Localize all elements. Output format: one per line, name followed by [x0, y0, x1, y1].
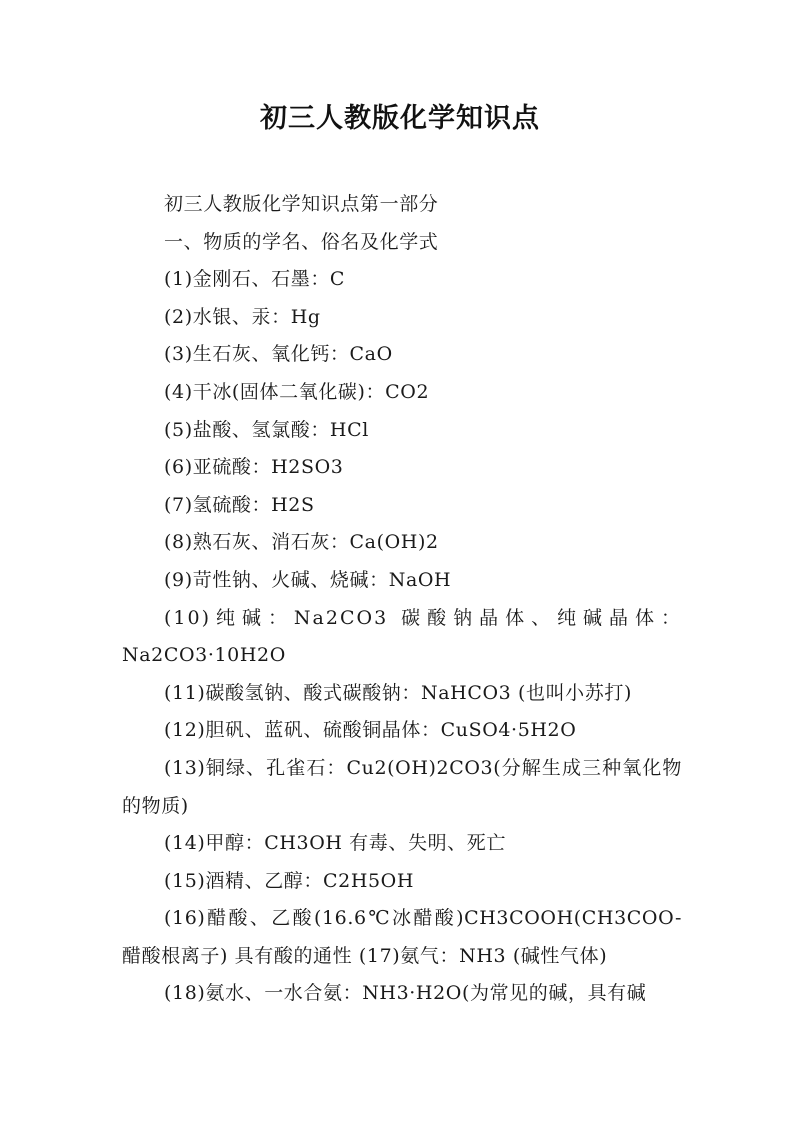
paragraph: (8)熟石灰、消石灰：Ca(OH)2: [164, 531, 439, 554]
paragraph: (7)氢硫酸：H2S: [164, 493, 315, 516]
paragraph: (14)甲醇：CH3OH 有毒、失明、死亡: [164, 832, 506, 855]
paragraph: (5)盐酸、氢氯酸：HCl: [164, 418, 369, 441]
paragraph: (6)亚硫酸：H2SO3: [164, 456, 344, 479]
document-body: [122, 186, 682, 1013]
paragraph: (10)纯碱：Na2CO3 碳酸钠晶体、纯碱晶体：: [164, 606, 682, 629]
paragraph: (11)碳酸氢钠、酸式碳酸钠：NaHCO3 (也叫小苏打): [164, 681, 632, 704]
paragraph: 初三人教版化学知识点第一部分: [164, 193, 439, 215]
paragraph: (9)苛性钠、火碱、烧碱：NaOH: [164, 568, 452, 591]
paragraph: 一、物质的学名、俗名及化学式: [164, 230, 439, 253]
paragraph: (2)水银、汞：Hg: [164, 305, 321, 328]
paragraph: (4)干冰(固体二氧化碳)：CO2: [164, 380, 430, 403]
document-title: 初三人教版化学知识点: [260, 103, 540, 134]
paragraph: (16)醋酸、乙酸(16.6℃冰醋酸)CH3COOH(CH3COO- 醋酸根离子) 具有酸的通性 (17)氨气：NH3 (碱性气体): [122, 907, 682, 967]
paragraph: (1)金刚石、石墨：C: [164, 268, 346, 291]
paragraph: (13)铜绿、孔雀石：Cu2(OH)2CO3(分解生成三种氧化物的物质): [122, 756, 682, 817]
paragraph: (3)生石灰、氧化钙：CaO: [164, 343, 393, 366]
paragraph: (18)氨水、一水合氨：NH3·H2O(为常见的碱，具有碱: [164, 982, 647, 1005]
paragraph-continuation: Na2CO3·10H2O: [122, 644, 286, 667]
paragraph: (15)酒精、乙醇：C2H5OH: [164, 869, 415, 892]
paragraph: (12)胆矾、蓝矾、硫酸铜晶体：CuSO4·5H2O: [164, 719, 577, 742]
